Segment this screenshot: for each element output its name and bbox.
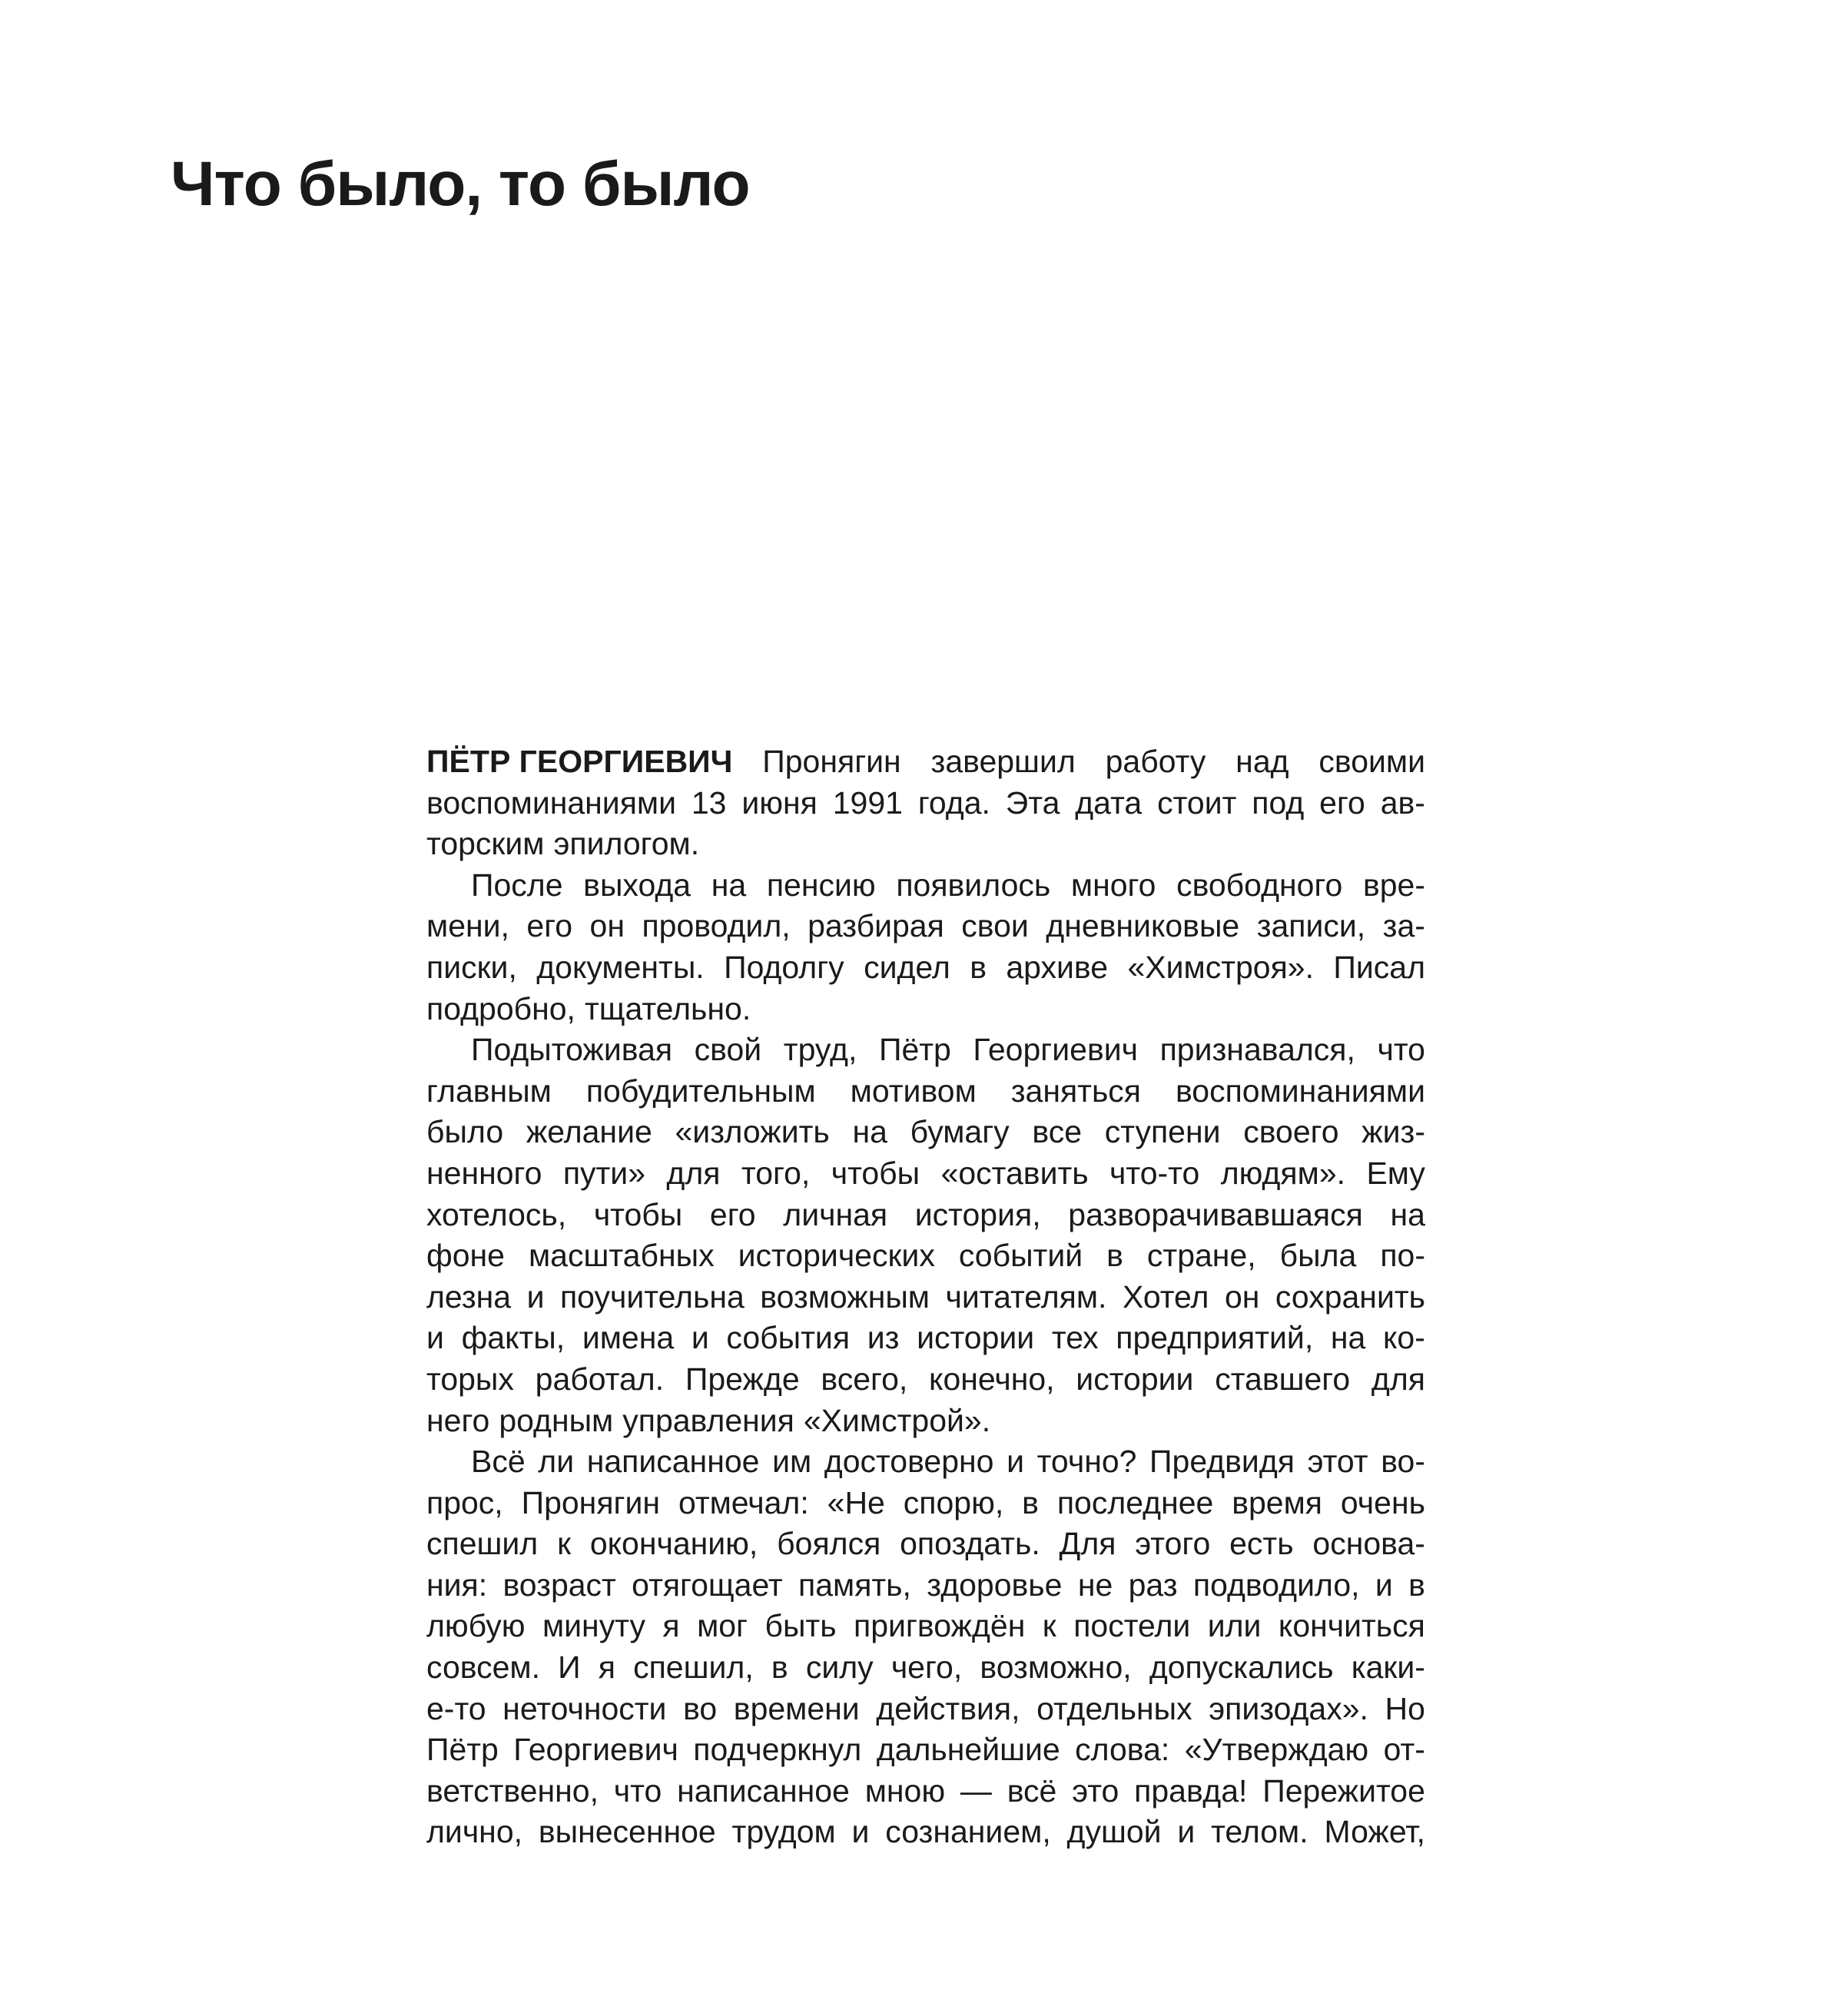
text-line: ния: возраст отягощает память, здоровье не раз подводило, и в — [426, 1567, 1425, 1603]
text-line: После выхода на пенсию появилось много свободного вре- — [471, 867, 1425, 903]
lead-in-name: ПЁТР ГЕОРГИЕВИЧ — [426, 744, 733, 779]
text-line: писки, документы. Подолгу сидел в архиве «Химстроя». Писал — [426, 949, 1425, 985]
text-line: и факты, имена и события из истории тех предприятий, на ко- — [426, 1320, 1425, 1356]
text-line: прос, Пронягин отмечал: «Не спорю, в последнее время очень — [426, 1484, 1425, 1520]
text-line: любую минуту я мог быть пригвождён к постели или кончиться — [426, 1608, 1425, 1644]
text-line: воспоминаниями 13 июня 1991 года. Эта дата стоит под его ав- — [426, 784, 1425, 821]
text-line: торых работал. Прежде всего, конечно, истории ставшего для — [426, 1361, 1425, 1397]
text-line: мени, его он проводил, разбирая свои дневниковые записи, за- — [426, 908, 1425, 944]
body-text — [426, 741, 1425, 1853]
page-title: Что было, то было — [171, 149, 750, 219]
text-line: ненного пути» для того, чтобы «оставить что-то людям». Ему — [426, 1155, 1425, 1191]
text-line: фоне масштабных исторических событий в стране, была по- — [426, 1238, 1425, 1274]
text-line: лично, вынесенное трудом и сознанием, душой и телом. Может, — [426, 1814, 1425, 1850]
text-line: него родным управления «Химстрой». — [426, 1402, 991, 1438]
text-line: лезна и поучительна возможным читателям. Хотел он сохранить — [426, 1278, 1425, 1315]
text-line: Подытоживая свой труд, Пётр Георгиевич признавался, что — [471, 1032, 1425, 1068]
text-line: было желание «изложить на бумагу все ступени своего жиз- — [426, 1114, 1425, 1150]
text-line: ПЁТР ГЕОРГИЕВИЧ Пронягин завершил работу над своими — [426, 741, 1425, 783]
text-line: спешил к окончанию, боялся опоздать. Для этого есть основа- — [426, 1526, 1425, 1562]
text-line: торским эпилогом. — [426, 826, 700, 862]
text-line: подробно, тщательно. — [426, 990, 751, 1026]
text-line: главным побудительным мотивом заняться воспоминаниями — [426, 1073, 1425, 1109]
text-line: хотелось, чтобы его личная история, разворачивавшаяся на — [426, 1196, 1425, 1232]
text-line: е-то неточности во времени действия, отдельных эпизодах». Но — [426, 1690, 1425, 1726]
text-line: совсем. И я спешил, в силу чего, возможно, допускались каки- — [426, 1650, 1425, 1686]
text-line: Пётр Георгиевич подчеркнул дальнейшие слова: «Утверждаю от- — [426, 1732, 1425, 1768]
text-line: Всё ли написанное им достоверно и точно? Предвидя этот во- — [471, 1444, 1425, 1480]
text-line: ветственно, что написанное мною — всё это правда! Пережитое — [426, 1772, 1425, 1809]
